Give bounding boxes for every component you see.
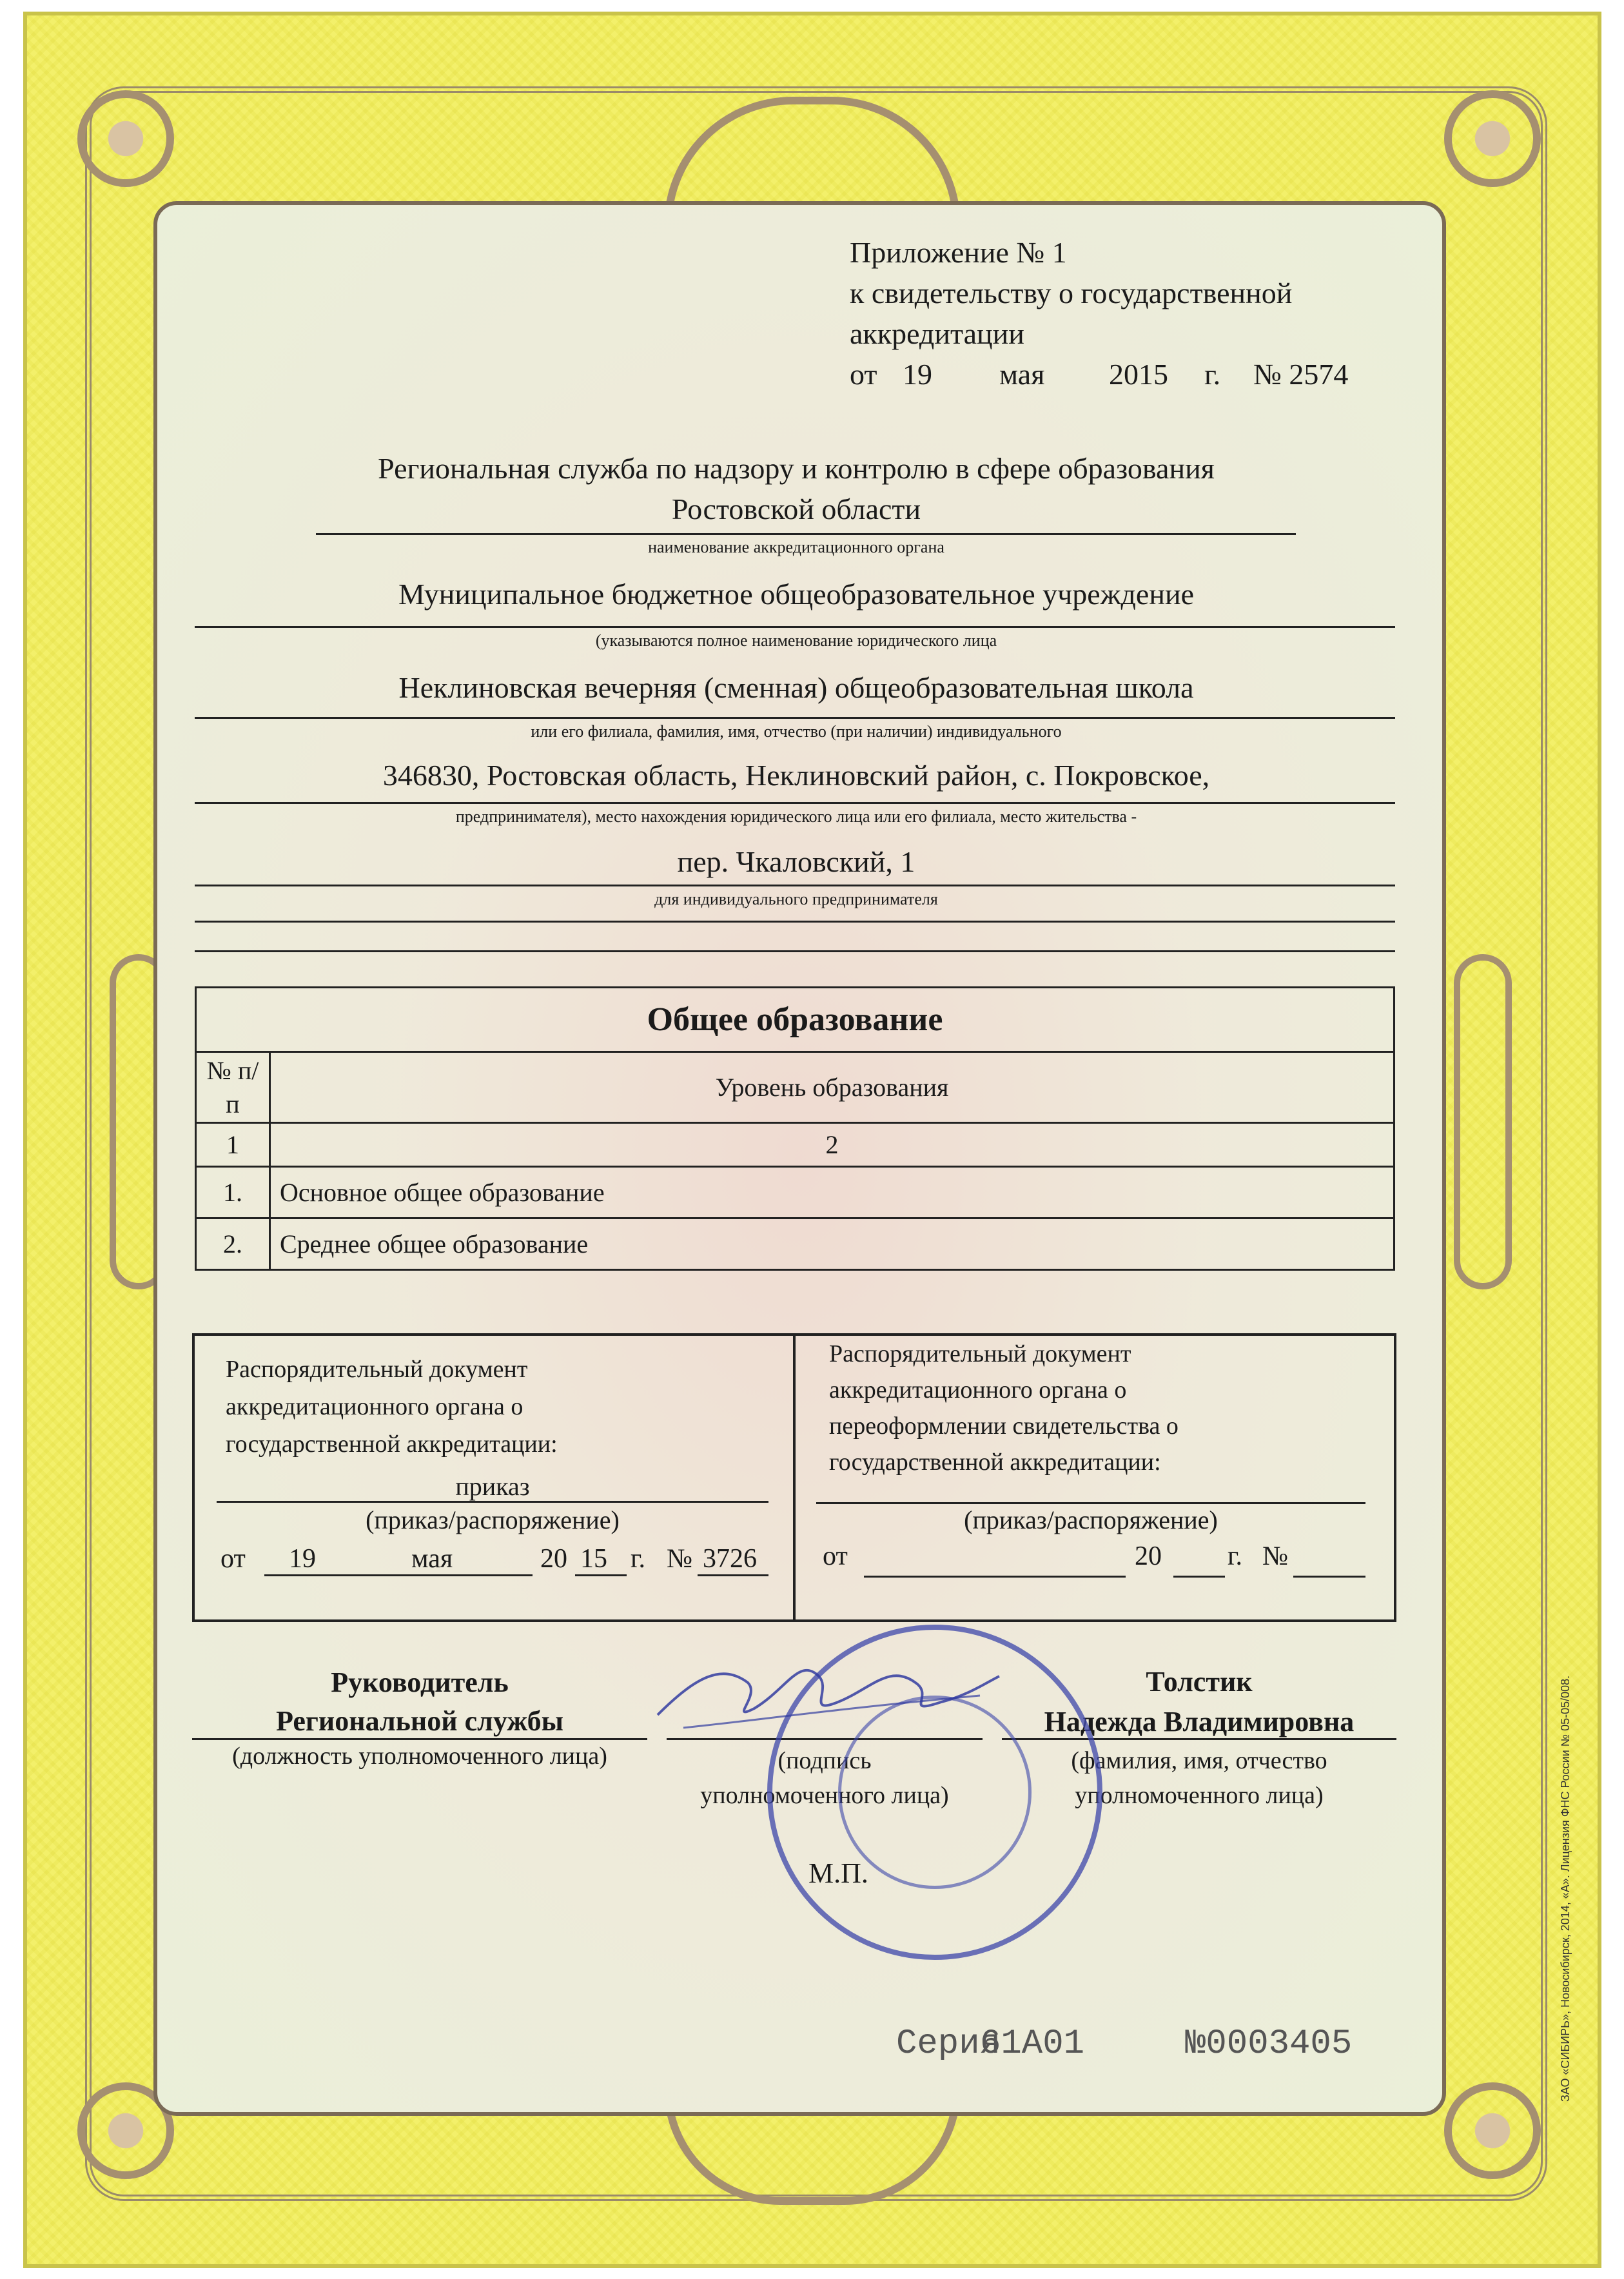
appendix-from-label: от — [850, 358, 877, 391]
order-left-number: 3726 — [703, 1544, 757, 1574]
order-left-year: 15 — [580, 1544, 607, 1574]
signatory-position — [192, 1663, 647, 1741]
order-right-line3: переоформлении свидетельства о — [829, 1413, 1179, 1440]
corner-ornament-top-left — [77, 90, 174, 187]
order-right-line1: Распорядительный документ — [829, 1340, 1131, 1367]
order-right-line4: государственной аккредитации: — [829, 1449, 1161, 1476]
order-right-from: от — [823, 1541, 848, 1571]
seal-label: М.П. — [808, 1857, 868, 1889]
appendix-month: мая — [999, 358, 1045, 391]
underline — [575, 1574, 627, 1576]
underline — [195, 802, 1395, 804]
column-header-level: Уровень образования — [270, 1052, 1394, 1123]
authority-caption: наименование аккредитационного органа — [648, 538, 944, 556]
order-right-caption: (приказ/распоряжение) — [964, 1505, 1218, 1534]
signatory-name-caption-line2: уполномоченного лица) — [1075, 1782, 1324, 1809]
address-line2: пер. Чкаловский, 1 — [677, 845, 915, 878]
order-left-line1: Распорядительный документ — [226, 1356, 528, 1383]
series-label: Серия — [896, 2024, 1001, 2064]
order-left-heading — [226, 1351, 558, 1463]
row-level: Среднее общее образование — [270, 1218, 1394, 1270]
order-left-type: приказ — [455, 1472, 530, 1501]
order-left-number-label: № — [667, 1544, 693, 1574]
order-right-century: 20 — [1135, 1541, 1162, 1571]
organization-caption1: (указываются полное наименование юридического лица — [595, 631, 997, 650]
organization-line2: Неклиновская вечерняя (сменная) общеобразовательная школа — [398, 671, 1194, 704]
order-left-line2: аккредитационного органа о — [226, 1393, 523, 1420]
underline — [195, 885, 1395, 886]
order-right-number-label: № — [1262, 1541, 1289, 1571]
underline — [1293, 1576, 1365, 1578]
column-index-1: 1 — [196, 1123, 270, 1167]
signatory-name-caption-line1: (фамилия, имя, отчество — [1071, 1747, 1327, 1774]
series-value: 61А01 — [980, 2024, 1085, 2064]
blank-line — [195, 950, 1395, 952]
appendix-subtitle: к свидетельству о государственной — [850, 277, 1293, 309]
signatory-surname: Толстик — [1146, 1666, 1253, 1697]
underline — [316, 533, 1296, 535]
appendix-year: 2015 — [1109, 358, 1168, 391]
signature-caption-line2: уполномоченного лица) — [700, 1782, 949, 1809]
order-left-century: 20 — [540, 1544, 567, 1574]
row-level: Основное общее образование — [270, 1167, 1394, 1218]
row-number: 2. — [196, 1218, 270, 1270]
address-caption2: для индивидуального предпринимателя — [654, 890, 938, 908]
order-left-month: мая — [411, 1544, 453, 1574]
address-caption: предпринимателя), место нахождения юридического лица или его филиала, место жительства - — [455, 807, 1137, 826]
underline — [195, 717, 1395, 719]
underline — [195, 626, 1395, 628]
underline — [816, 1502, 1365, 1504]
underline — [192, 1738, 647, 1740]
appendix-title: Приложение № 1 — [850, 236, 1067, 269]
corner-ornament-top-right — [1444, 90, 1541, 187]
order-left-year-suffix: г. — [631, 1544, 645, 1574]
education-table — [195, 986, 1395, 1271]
order-left-caption: (приказ/распоряжение) — [366, 1505, 620, 1534]
table-row — [196, 1218, 1394, 1270]
printer-note: ЗАО «СИБИРЬ», Новосибирск, 2014, «А». Лицензия ФНС России № 05-05/008. — [1559, 1675, 1572, 2102]
serial-number: №0003405 — [1185, 2024, 1353, 2064]
handwritten-signature — [645, 1638, 1006, 1741]
appendix-number: № 2574 — [1253, 358, 1349, 391]
order-left-from: от — [220, 1544, 246, 1574]
appendix-day: 19 — [903, 358, 932, 391]
signatory-given-names: Надежда Владимировна — [1044, 1706, 1355, 1737]
order-right-line2: аккредитационного органа о — [829, 1376, 1127, 1404]
column-index-2: 2 — [270, 1123, 1394, 1167]
signatory-position-line2: Региональной службы — [276, 1705, 563, 1737]
signatory-position-caption: (должность уполномоченного лица) — [232, 1743, 607, 1770]
table-row — [196, 1167, 1394, 1218]
table-title: Общее образование — [196, 988, 1394, 1052]
orders-divider — [793, 1333, 796, 1622]
appendix-subtitle-2: аккредитации — [850, 317, 1024, 350]
order-right-heading — [829, 1336, 1179, 1480]
order-right-year-suffix: г. — [1228, 1541, 1242, 1571]
underline — [1173, 1576, 1225, 1578]
organization-caption2: или его филиала, фамилия, имя, отчество (при наличии) индивидуального — [531, 722, 1062, 741]
authority-name-line1: Региональная служба по надзору и контролю в сфере образования — [378, 452, 1215, 485]
underline — [264, 1574, 533, 1576]
order-left-line3: государственной аккредитации: — [226, 1431, 558, 1458]
side-ornament-right — [1454, 954, 1512, 1289]
underline — [217, 1501, 768, 1503]
signatory-position-line1: Руководитель — [331, 1667, 509, 1698]
blank-line — [195, 921, 1395, 923]
organization-line1: Муниципальное бюджетное общеобразовательное учреждение — [398, 578, 1194, 611]
underline — [698, 1574, 768, 1576]
signature-caption-line1: (подпись — [778, 1747, 872, 1774]
appendix-year-suffix: г. — [1204, 358, 1221, 391]
underline — [864, 1576, 1126, 1578]
order-left-day: 19 — [289, 1544, 316, 1574]
column-header-number: № п/п — [196, 1052, 270, 1123]
row-number: 1. — [196, 1167, 270, 1218]
authority-name-line2: Ростовской области — [671, 493, 921, 525]
address-line1: 346830, Ростовская область, Неклиновский район, с. Покровское, — [382, 759, 1210, 792]
corner-ornament-bottom-right — [1444, 2082, 1541, 2179]
